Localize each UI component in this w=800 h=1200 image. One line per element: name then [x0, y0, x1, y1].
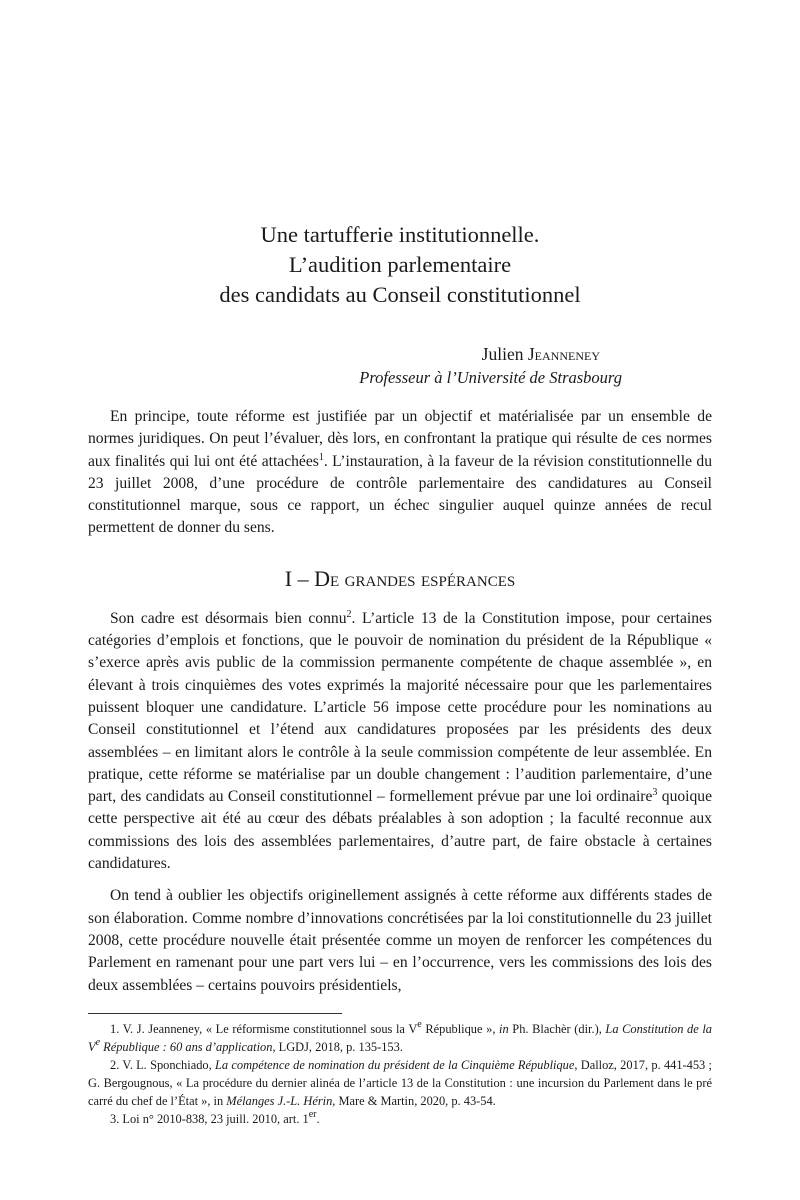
footnote-1: 1. V. J. Jeanneney, « Le réformisme constitutionnel sous la Ve République », in Ph. Blachèr (dir.), La Constitution de la Ve République : 60 ans d’application, LGDJ, 2018, p. 135-153. [88, 1019, 712, 1054]
body-paragraph-1: Son cadre est désormais bien connu$^2$. L’article 13 de la Constitution impose, pour certaines catégories d’emplois et fonctions, que le pouvoir de nomination du président de la République « s’exerce après avis public de la commission permanente compétente de chaque assemblée », en élevant à trois cinquièmes des votes exprimés la majorité nécessaire pour que les parlementaires puissent bloquer une candidature. L’article 56 impose cette procédure pour les nominations au Conseil constitutionnel et l’étend aux candidatures proposées par les présidents des deux assemblées – en limitant alors le contrôle à la seule commission compétente de leur assemblée. En pratique, cette réforme se matérialise par un double changement : l’audition parlementaire, d’une part, des candidats au Conseil constitutionnel – formellement prévue par une loi ordinaire$^3$ quoique cette perspective ait été au cœur des débats préalables à son adoption ; la faculté reconnue aux commissions des lois des assemblées parlementaires, d’autre part, de faire obstacle à certaines candidatures. [88, 608, 713, 873]
author-last-name: Jeanneney [527, 344, 600, 364]
title-line-2: L’audition parlementaire [288, 252, 512, 277]
footnote-ref-3[interactable]: 3 [652, 787, 658, 799]
footnotes [88, 1020, 712, 1128]
body-paragraph-2: On tend à oublier les objectifs originellement assignés à cette réforme aux différents stades de son élaboration. Comme nombre d’innovations concrétisées par la loi constitutionnelle du 23 juillet 2008, cette procédure nouvelle était présentée comme un moyen de renforcer les compétences du Parlement en ramenant pour une part vers lui – en l’occurrence, vers les commissions des lois des deux assemblées – certains pouvoirs présidentiels, [88, 887, 712, 994]
footnote-ref-1[interactable]: 1 [318, 451, 324, 463]
author-affiliation: Professeur à l’Université de Strasbourg [359, 368, 622, 387]
footnote-2: 2. V. L. Sponchiado, La compétence de nomination du président de la Cinquième République, Dalloz, 2017, p. 441-453 ; G. Bergougnous, « La procédure du dernier alinéa de l’article 13 de la Constitution : une incursion du Parlement dans le pré carré du chef de l’État », in Mélanges J.-L. Hérin, Mare & Martin, 2020, p. 43-54. [88, 1058, 712, 1108]
intro-paragraph: En principe, toute réforme est justifiée par un objectif et matérialisée par un ensemble de normes juridiques. On peut l’évaluer, dès lors, en confrontant la pratique qui résulte de ces normes aux finalités qui lui ont été attachées$^1$. L’instauration, à la faveur de la révision constitutionnelle du 23 juillet 2008, d’une procédure de contrôle parlementaire des candidatures au Conseil constitutionnel marque, sous ce rapport, un échec singulier auquel quinze années de recul permettent de donner du sens. [88, 408, 712, 537]
footnote-3: 3. Loi n° 2010-838, 23 juill. 2010, art. 1er. [110, 1109, 320, 1126]
author [88, 342, 712, 366]
title-line-3: des candidats au Conseil constitutionnel [219, 282, 581, 307]
author-first-name: Julien [481, 344, 524, 364]
title-line-1: Une tartufferie institutionnelle. [260, 222, 540, 247]
footnote-ref-2[interactable]: 2 [346, 608, 352, 620]
article-title [88, 220, 712, 310]
section-heading: I – De grandes espérances [284, 565, 516, 591]
page [88, 0, 712, 997]
footnote-separator [88, 1013, 342, 1014]
